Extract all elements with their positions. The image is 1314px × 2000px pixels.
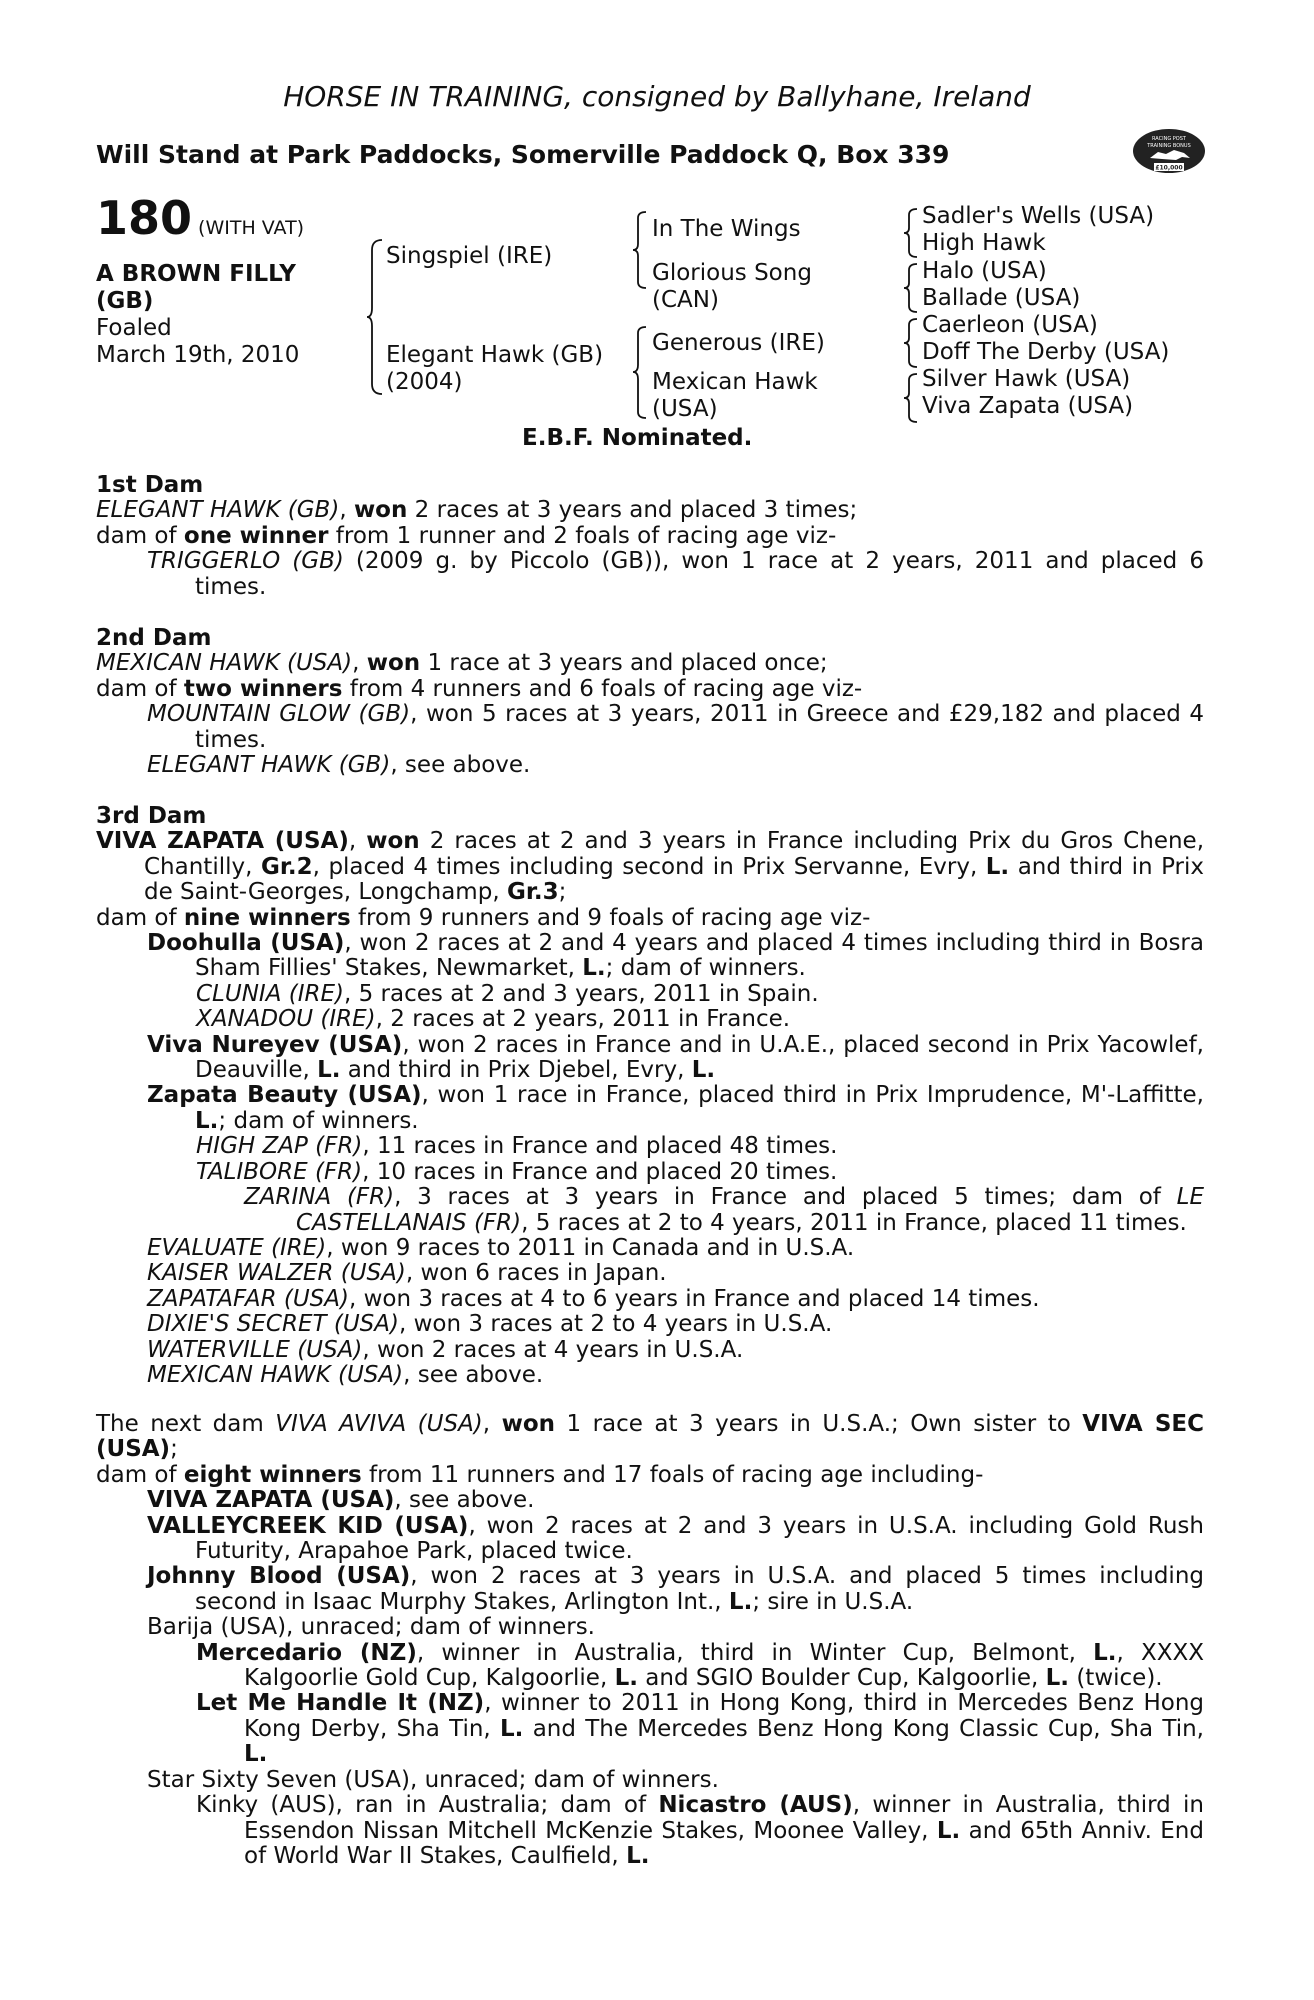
badge-top: RACING POST bbox=[1152, 136, 1186, 142]
listed-mark: L. bbox=[985, 853, 1010, 880]
offspring-name: HIGH ZAP (FR) bbox=[196, 1133, 363, 1160]
grandsire-4: Ballade (USA) bbox=[922, 285, 1081, 311]
won-label: won bbox=[501, 1411, 556, 1437]
listed-mark: L. bbox=[626, 1842, 650, 1869]
lot-desc-2: (GB) bbox=[96, 288, 154, 314]
text: and third in Prix Djebel, Evry, bbox=[340, 1057, 692, 1084]
text: ; sire in U.S.A. bbox=[752, 1588, 914, 1615]
dam-year: (2004) bbox=[386, 369, 463, 395]
listed-mark: L. bbox=[195, 1107, 219, 1134]
listed-mark: L. bbox=[1045, 1665, 1070, 1692]
offspring-name: ZAPATAFAR (USA) bbox=[147, 1285, 349, 1312]
offspring-name: ELEGANT HAWK (GB) bbox=[147, 752, 391, 779]
text: , won 2 races at 2 and 3 years in U.S.A. including Gold Rush Futurity, Arapahoe Park, placed twice. bbox=[195, 1512, 1204, 1565]
text: , XXXX Kalgoorlie Gold Cup, Kalgoorlie, bbox=[244, 1639, 1204, 1692]
grandsire-3: Halo (USA) bbox=[922, 258, 1047, 284]
sister-name: VIVA SEC (USA) bbox=[96, 1411, 1204, 1463]
offspring-name: Viva Nureyev (USA) bbox=[147, 1031, 403, 1058]
won-label: won bbox=[353, 497, 408, 524]
text: from 1 runner and 2 foals of racing age viz- bbox=[328, 522, 837, 549]
offspring-name: KAISER WALZER (USA) bbox=[147, 1260, 406, 1287]
lot-number: 180 bbox=[96, 191, 193, 245]
offspring-name: Nicastro (AUS) bbox=[658, 1792, 853, 1819]
sire: Singspiel (IRE) bbox=[386, 243, 553, 269]
first-dam-section: 1st Dam ELEGANT HAWK (GB), won 2 races at 3 years and placed 3 times; dam of one winner from 1 runner and 2 foals of racing age viz- TRIGGERLO (GB) (2009 g. by Piccolo (GB)), won 1 race at 2 years, 2011 and placed 6 times. bbox=[96, 472, 1204, 600]
offspring-name: Mercedario (NZ) bbox=[196, 1639, 417, 1666]
grade: Gr.2 bbox=[260, 853, 313, 880]
foaled-label: Foaled bbox=[96, 315, 172, 341]
grade: Gr.3 bbox=[506, 879, 559, 906]
offspring-name: LE CASTELLANAIS (FR) bbox=[296, 1184, 1204, 1236]
winners-count: one winner bbox=[183, 522, 329, 549]
second-dam-section: 2nd Dam MEXICAN HAWK (USA), won 1 race at 3 years and placed once; dam of two winners from 4 runners and 6 foals of racing age viz- MOUNTAIN GLOW (GB), won 5 races at 3 years, 2011 in Greece and £29,182 and placed 4 times. ELEGANT HAWK (GB), see above. bbox=[96, 625, 1205, 779]
pedigree-brace-5 bbox=[903, 262, 919, 314]
text: , winner in Australia, third in Winter Cup, Belmont, bbox=[416, 1639, 1094, 1666]
text: , won 9 races to 2011 in Canada and in U.S.A. bbox=[326, 1234, 855, 1261]
offspring-name: VIVA ZAPATA (USA) bbox=[147, 1487, 395, 1514]
offspring-name: WATERVILLE (USA) bbox=[147, 1336, 363, 1363]
won-label: won bbox=[366, 828, 420, 855]
offspring-name: MEXICAN HAWK (USA) bbox=[147, 1361, 404, 1388]
pedigree-brace-7 bbox=[903, 372, 919, 424]
text: from 9 runners and 9 foals of racing age viz- bbox=[350, 904, 871, 931]
grandsire-2: High Hawk bbox=[922, 230, 1046, 256]
text: dam of bbox=[96, 904, 184, 931]
text: , won 1 race in France, placed third in Prix Imprudence, M'-Laffitte, bbox=[421, 1082, 1204, 1109]
pedigree-brace-4 bbox=[903, 207, 919, 259]
listed-mark: L. bbox=[317, 1057, 341, 1084]
listed-mark: L. bbox=[582, 955, 606, 982]
winners-count: eight winners bbox=[183, 1461, 362, 1488]
next-dam-name: VIVA AVIVA (USA) bbox=[275, 1411, 483, 1437]
text: , 5 races at 2 to 4 years, 2011 in France, placed 11 times. bbox=[521, 1209, 1187, 1236]
third-dam-section: 3rd Dam VIVA ZAPATA (USA), won 2 races at 2 and 3 years in France including Prix du Gros Chene, Chantilly, Gr.2, placed 4 times including second in Prix Servanne, Evry, L. and third in Prix de Saint-Georges, Longchamp, Gr.3; dam of nine winners from 9 runners and 9 foals of racing age viz- Doohulla (USA), won 2 races at 2 and 4 years and placed 4 times including third in Bosra Sham Fillies' Stakes, Newmarket, L.; dam of winners. CLUNIA (IRE), 5 races at 2 and 3 years, 2011 in Spain. XANADOU (IRE), 2 races at 2 years, 2011 in France. Viva Nureyev (USA), won 2 races in France and in U.A.E., placed second in Prix Yacowlef, Deauville, L. and third in Prix Djebel, Evry, L. Zapata Beauty (USA), won 1 race in France, placed third in Prix Imprudence, M'-Laffitte, L.; dam of winners. HIGH ZAP (FR), 11 races in France and placed 48 times. TALIBORE (FR), 10 races in France and placed 20 times. ZARINA (FR), 3 races at 3 years in France and placed 5 times; dam of LE CASTELLANAIS (FR), 5 races at 2 to 4 years, 2011 in France, placed 11 times. EVALUATE (IRE), won 9 races to 2011 in Canada and in U.S.A. KAISER WALZER (USA), won 6 races in Japan. ZAPATAFAR (USA), won 3 races at 4 to 6 years in France and placed 14 times. DIXIE'S SECRET (USA), won 3 races at 2 to 4 years in U.S.A. WATERVILLE (USA), won 2 races at 4 years in U.S.A. MEXICAN HAWK (USA), see above. bbox=[96, 803, 1205, 1388]
text: , won 2 races in France and in U.A.E., placed second in Prix Yacowlef, Deauville, bbox=[195, 1031, 1204, 1084]
text: dam of bbox=[96, 675, 184, 702]
dam-dam: Mexican Hawk bbox=[652, 369, 818, 395]
text: , 3 races at 3 years in France and placed 5 times; dam of bbox=[394, 1184, 1177, 1211]
offspring-name: ZARINA (FR) bbox=[244, 1184, 395, 1211]
offspring-record: (2009 g. by Piccolo (GB)), won 1 race at 2 years, 2011 and placed 6 times. bbox=[195, 548, 1204, 600]
offspring-barija: Barija (USA), unraced; dam of winners. bbox=[147, 1614, 595, 1641]
dam-dam-country: (USA) bbox=[652, 396, 718, 422]
pedigree-brace-2 bbox=[632, 210, 648, 290]
listed-mark: L. bbox=[728, 1588, 753, 1615]
offspring-name: TALIBORE (FR) bbox=[196, 1158, 363, 1185]
offspring-name: EVALUATE (IRE) bbox=[147, 1234, 327, 1261]
text: dam of bbox=[96, 522, 184, 549]
dam-sire: Generous (IRE) bbox=[652, 330, 825, 356]
badge-bottom: £10,000 bbox=[1155, 164, 1183, 172]
grandsire-8: Viva Zapata (USA) bbox=[922, 393, 1134, 419]
text: from 4 runners and 6 foals of racing age viz- bbox=[342, 675, 863, 702]
listed-mark: L. bbox=[244, 1741, 268, 1768]
text: (twice). bbox=[1069, 1665, 1163, 1692]
ebf-nominated: E.B.F. Nominated. bbox=[522, 425, 753, 451]
first-dam-name: ELEGANT HAWK (GB) bbox=[96, 497, 340, 524]
offspring-star-sixty-seven: Star Sixty Seven (USA), unraced; dam of winners. bbox=[147, 1766, 719, 1793]
next-dam-section bbox=[96, 1412, 1204, 1869]
grandsire-6: Doff The Derby (USA) bbox=[922, 339, 1170, 365]
text: and SGIO Boulder Cup, Kalgoorlie, bbox=[637, 1665, 1046, 1692]
dam: Elegant Hawk (GB) bbox=[386, 342, 604, 368]
lot-desc-1: A BROWN FILLY bbox=[96, 261, 296, 287]
listed-mark: L. bbox=[1093, 1639, 1117, 1666]
won-label: won bbox=[366, 650, 421, 677]
winners-count: two winners bbox=[183, 675, 343, 702]
second-dam-record: 1 race at 3 years and placed once; bbox=[420, 650, 828, 677]
lot-block bbox=[96, 191, 305, 245]
offspring-name: Johnny Blood (USA) bbox=[147, 1563, 411, 1590]
text: , 2 races at 2 years, 2011 in France. bbox=[375, 1006, 791, 1033]
text: , winner in Australia, third in Essendon Nissan Mitchell McKenzie Stakes, Moonee Valley, bbox=[244, 1792, 1204, 1844]
text: ; bbox=[170, 1436, 178, 1463]
offspring-name: VALLEYCREEK KID (USA) bbox=[147, 1512, 469, 1539]
text: 1 race at 3 years in U.S.A.; Own sister to bbox=[555, 1411, 1083, 1437]
offspring-name: DIXIE'S SECRET (USA) bbox=[147, 1311, 399, 1338]
offspring-name: TRIGGERLO (GB) bbox=[147, 548, 344, 575]
pedigree-brace-3 bbox=[632, 325, 648, 420]
offspring-name: Doohulla (USA) bbox=[147, 930, 345, 957]
text: , won 2 races at 4 years in U.S.A. bbox=[362, 1336, 744, 1363]
text: ; dam of winners. bbox=[218, 1107, 419, 1134]
text: from 11 runners and 17 foals of racing age including- bbox=[361, 1461, 984, 1488]
text: , won 2 races at 2 and 4 years and placed 4 times including third in Bosra Sham Fillies' Stakes, Newmarket, bbox=[195, 930, 1204, 982]
training-bonus-badge-icon bbox=[1132, 128, 1206, 174]
sire-dam: Glorious Song bbox=[652, 260, 812, 286]
text: , 10 races in France and placed 20 times. bbox=[362, 1158, 838, 1185]
text: dam of bbox=[96, 1461, 184, 1488]
text: , see above. bbox=[394, 1487, 535, 1514]
text: , placed 4 times including second in Prix Servanne, Evry, bbox=[312, 853, 986, 880]
first-dam-record: 2 races at 3 years and placed 3 times; bbox=[407, 497, 858, 524]
listed-mark: L. bbox=[691, 1057, 716, 1084]
offspring-name: Let Me Handle It (NZ) bbox=[196, 1690, 485, 1717]
grandsire-1: Sadler's Wells (USA) bbox=[922, 203, 1155, 229]
grandsire-7: Silver Hawk (USA) bbox=[922, 366, 1131, 392]
sire-dam-country: (CAN) bbox=[652, 287, 719, 313]
offspring-record: , won 5 races at 3 years, 2011 in Greece and £29,182 and placed 4 times. bbox=[195, 701, 1205, 753]
foaled-date: March 19th, 2010 bbox=[96, 342, 300, 368]
text: , won 3 races at 2 to 4 years in U.S.A. bbox=[398, 1311, 833, 1338]
text: ; bbox=[558, 879, 567, 906]
text: The next dam bbox=[96, 1411, 276, 1437]
text: , won 6 races in Japan. bbox=[405, 1260, 667, 1287]
text: and 65th Anniv. End of World War II Stakes, Caulfield, bbox=[244, 1817, 1204, 1869]
third-dam-name: VIVA ZAPATA (USA) bbox=[96, 828, 349, 855]
badge-mid: TRAINING BONUS bbox=[1147, 143, 1191, 149]
listed-mark: L. bbox=[614, 1665, 638, 1692]
listed-mark: L. bbox=[936, 1817, 961, 1844]
text: Kinky (AUS), ran in Australia; dam of bbox=[196, 1792, 659, 1819]
pedigree-brace-1 bbox=[366, 238, 384, 396]
text: , won 2 races at 3 years in U.S.A. and placed 5 times including second in Isaac Murphy Stakes, Arlington Int., bbox=[195, 1563, 1204, 1615]
text: , 11 races in France and placed 48 times. bbox=[362, 1133, 838, 1160]
text: , winner to 2011 in Hong Kong, third in Mercedes Benz Hong Kong Derby, Sha Tin, bbox=[244, 1690, 1204, 1742]
offspring-record: , see above. bbox=[390, 752, 531, 779]
text: ; dam of winners. bbox=[605, 955, 806, 982]
text: 2 races at 2 and 3 years in France including Prix du Gros Chene, Chantilly, bbox=[144, 828, 1205, 880]
second-dam-heading: 2nd Dam bbox=[96, 625, 212, 651]
text: , 5 races at 2 and 3 years, 2011 in Spain. bbox=[343, 980, 819, 1007]
text: , see above. bbox=[403, 1361, 544, 1388]
vat-label: (WITH VAT) bbox=[198, 217, 305, 239]
text: and third in Prix de Saint-Georges, Longchamp, bbox=[144, 853, 1205, 906]
stand-location: Will Stand at Park Paddocks, Somerville Paddock Q, Box 339 bbox=[96, 140, 950, 169]
third-dam-heading: 3rd Dam bbox=[96, 803, 207, 829]
winners-count: nine winners bbox=[183, 904, 351, 931]
offspring-name: CLUNIA (IRE) bbox=[196, 980, 344, 1007]
offspring-name: Zapata Beauty (USA) bbox=[147, 1082, 422, 1109]
page-title: HORSE IN TRAINING, consigned by Ballyhane, Ireland bbox=[283, 80, 1031, 113]
first-dam-heading: 1st Dam bbox=[96, 472, 204, 498]
pedigree-brace-6 bbox=[903, 317, 919, 369]
text: and The Mercedes Benz Hong Kong Classic Cup, Sha Tin, bbox=[523, 1715, 1204, 1742]
offspring-name: XANADOU (IRE) bbox=[196, 1006, 376, 1033]
text: , won 3 races at 4 to 6 years in France and placed 14 times. bbox=[348, 1285, 1040, 1312]
sire-sire: In The Wings bbox=[652, 216, 801, 242]
text: , bbox=[482, 1411, 502, 1437]
second-dam-name: MEXICAN HAWK (USA) bbox=[96, 650, 353, 677]
listed-mark: L. bbox=[500, 1715, 524, 1742]
offspring-name: MOUNTAIN GLOW (GB) bbox=[147, 701, 411, 728]
grandsire-5: Caerleon (USA) bbox=[922, 312, 1098, 338]
